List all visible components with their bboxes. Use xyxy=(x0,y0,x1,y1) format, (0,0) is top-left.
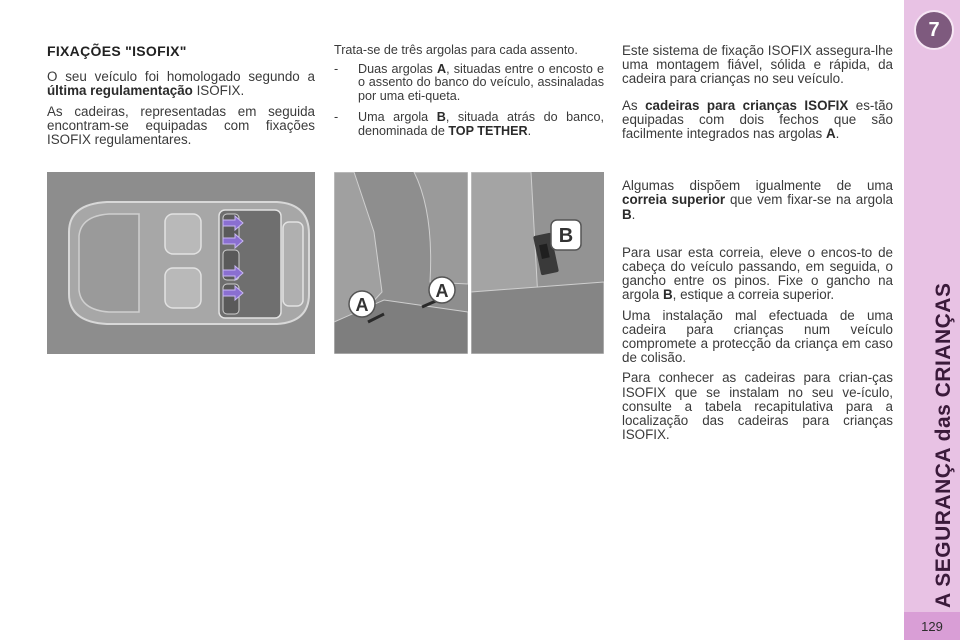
text-run: As xyxy=(622,97,646,113)
page-number: 129 xyxy=(921,619,943,634)
text-run: , situada atrás do banco, denominada de xyxy=(358,110,604,138)
text-run: que vem fixar-se na argola xyxy=(725,192,893,208)
list-dash: - xyxy=(334,61,339,76)
bold-run: TOP TETHER xyxy=(448,123,528,138)
text-run: . xyxy=(835,126,840,142)
text-run: O seu veículo foi homologado segundo a xyxy=(47,69,315,85)
text-run: es-tão equipadas com dois fechos que são facilmente integrados nas argolas xyxy=(622,97,893,142)
text-run: . xyxy=(631,206,636,222)
text-run: , situadas entre o encosto e o assento do banco do veículo, assinaladas por uma eti-queta. xyxy=(358,61,604,103)
top-tether-b-photo xyxy=(471,172,604,354)
warning-paragraph: Uma instalação mal efectuada de uma cadeira para crianças num veículo compromete a protecção da criança em caso de colisão. xyxy=(622,307,893,366)
bold-run: última regulamentação xyxy=(47,83,193,99)
rings-intro: Trata-se de três argolas para cada assento. xyxy=(334,43,578,57)
chapter-badge xyxy=(914,10,954,50)
isofix-seats-paragraph xyxy=(622,99,893,142)
seat-b-drawing xyxy=(471,172,604,354)
text-run: , estique a correia superior. xyxy=(672,287,835,303)
bold-run: B xyxy=(622,206,632,222)
bold-run: A xyxy=(436,61,447,76)
car-diagram xyxy=(47,172,315,354)
top-strap-paragraph xyxy=(622,179,893,222)
text-run: Para usar esta correia, eleve o encos-to de cabeça do veículo passando, em seguida, o gancho entre os pinos. Fixe o gancho na argola xyxy=(622,244,893,303)
list-item-text xyxy=(358,63,604,104)
system-column xyxy=(622,44,893,448)
system-paragraph: Este sistema de fixação ISOFIX assegura-lhe uma montagem fiável, sólida e rápida, da cadeira para crianças no seu veículo. xyxy=(622,43,893,87)
list-item xyxy=(334,111,604,138)
rings-column xyxy=(334,44,604,147)
text-run: . xyxy=(527,123,532,138)
seats-paragraph: As cadeiras, representadas em seguida encontram-se equipadas com fixações ISOFIX regulamentares. xyxy=(47,103,315,148)
label-a-right: A xyxy=(435,281,449,301)
text-run: ISOFIX. xyxy=(192,83,245,99)
strap-usage-paragraph xyxy=(622,246,893,303)
list-item-text xyxy=(358,111,604,138)
seat-rings-a-photo xyxy=(334,172,468,354)
chapter-number: 7 xyxy=(928,19,940,41)
bold-run: B xyxy=(436,110,446,125)
intro-column xyxy=(47,44,315,153)
label-b: B xyxy=(558,225,574,247)
list-item xyxy=(334,63,604,104)
text-run: Uma argola xyxy=(358,110,437,125)
bold-run: B xyxy=(662,287,673,303)
chapter-title: A SEGURANÇA das CRIANÇAS xyxy=(932,282,955,608)
page-number-box xyxy=(904,612,960,640)
bold-run: A xyxy=(825,126,836,142)
text-run: Duas argolas xyxy=(358,61,437,76)
homologation-paragraph xyxy=(47,70,315,98)
text-run: Algumas dispõem igualmente de uma xyxy=(622,178,893,194)
bold-run: cadeiras para crianças ISOFIX xyxy=(645,97,849,113)
car-top-view-illustration xyxy=(47,172,315,354)
label-a-left: A xyxy=(355,295,369,315)
reference-paragraph: Para conhecer as cadeiras para crian-ças ISOFIX que se instalam no seu ve-ículo, consulte a tabela recapitulativa para a localização das cadeiras para crianças ISOFIX. xyxy=(622,370,893,443)
seat-a-drawing xyxy=(334,172,468,354)
section-title: FIXAÇÕES "ISOFIX" xyxy=(47,43,187,59)
list-dash: - xyxy=(334,110,339,125)
bold-run: correia superior xyxy=(622,192,726,208)
